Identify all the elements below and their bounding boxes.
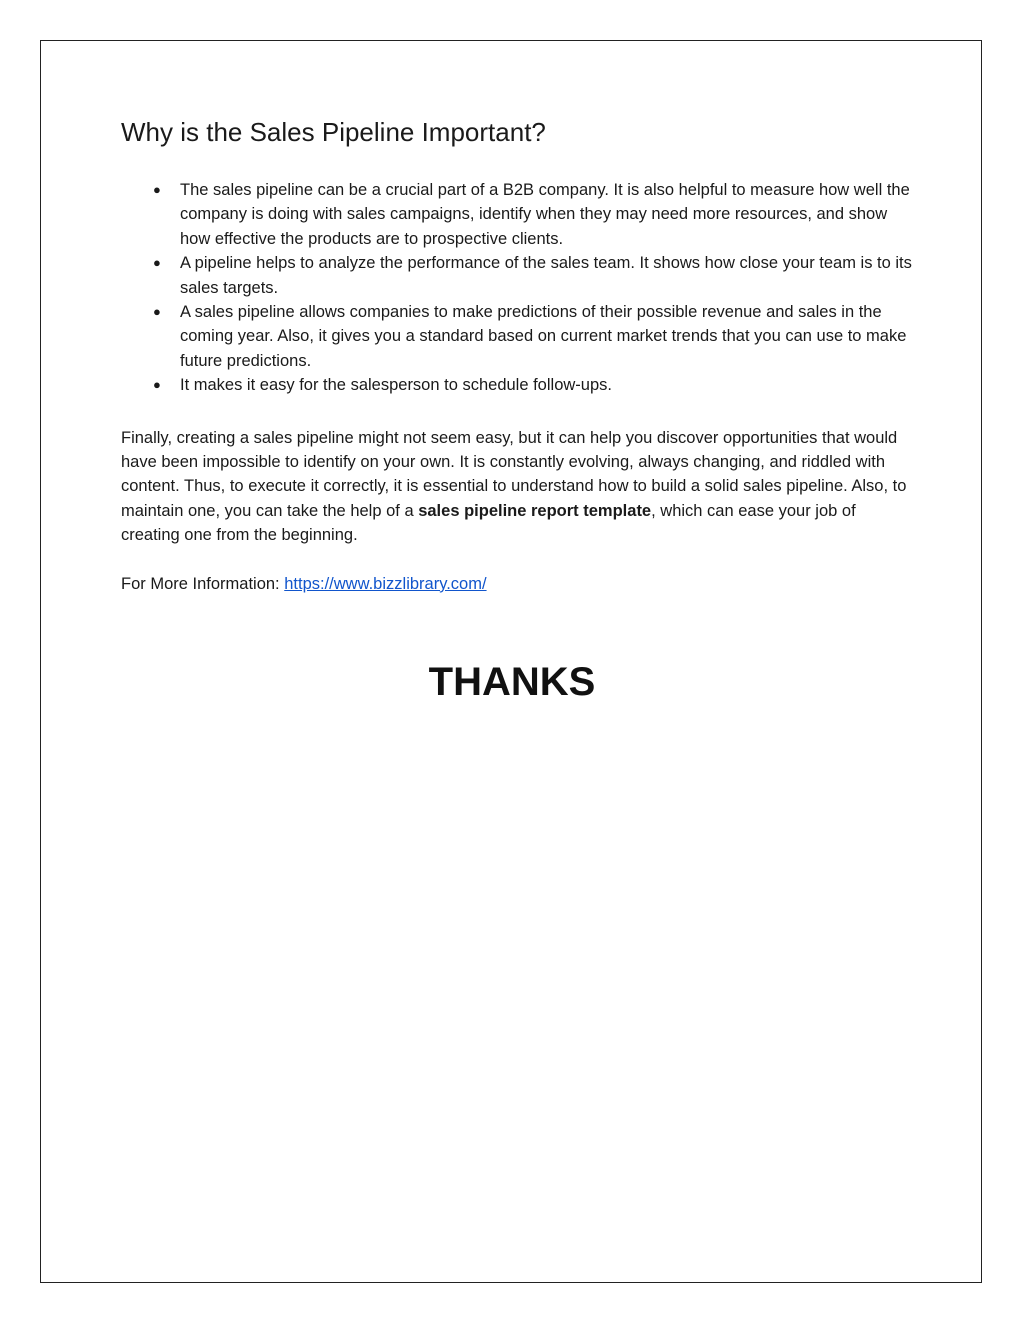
bullet-list xyxy=(121,178,911,398)
bullet-text: A pipeline helps to analyze the performance of the sales team. It shows how close your team is to its sales targets. xyxy=(180,254,912,297)
bullet-icon: ● xyxy=(153,304,161,320)
paragraph-text-start: Finally, creating a sales pipeline might not seem easy, but it can help you discover opportunities that would have been impossible to identify on your own. It is constantly evolving, always changing, and riddled with content. Thus, to execute it correctly, it is essential to understand how to build a solid sales pipeline. Also, to maintain one, you can take the help of a xyxy=(121,428,907,520)
list-item xyxy=(121,178,920,251)
list-item xyxy=(121,373,920,397)
page-content xyxy=(121,116,911,596)
more-info-label: For More Information: xyxy=(121,574,285,593)
bullet-text: The sales pipeline can be a crucial part of a B2B company. It is also helpful to measure how well the company is doing with sales campaigns, identify when they may need more resources, and show how effective the products are to prospective clients. xyxy=(180,181,910,248)
more-info-line xyxy=(121,572,911,596)
paragraph-text-end: , which can ease your job of creating one from the beginning. xyxy=(121,501,856,545)
bullet-icon: ● xyxy=(153,182,161,197)
bullet-text: It makes it easy for the salesperson to schedule follow-ups. xyxy=(180,376,612,395)
closing-paragraph xyxy=(121,426,911,548)
list-item xyxy=(121,300,920,373)
page-heading: Why is the Sales Pipeline Important? xyxy=(121,117,546,147)
bullet-text: A sales pipeline allows companies to make predictions of their possible revenue and sales in the coming year. Also, it gives you a standard based on current market trends that you can use to make future predictions. xyxy=(180,303,907,370)
paragraph-bold-phrase: sales pipeline report template xyxy=(418,501,652,520)
thanks-heading: THANKS xyxy=(428,660,596,704)
bullet-icon: ● xyxy=(153,255,161,271)
website-link[interactable]: https://www.bizzlibrary.com/ xyxy=(284,574,487,593)
list-item xyxy=(121,251,920,300)
bullet-icon: ● xyxy=(153,377,161,393)
